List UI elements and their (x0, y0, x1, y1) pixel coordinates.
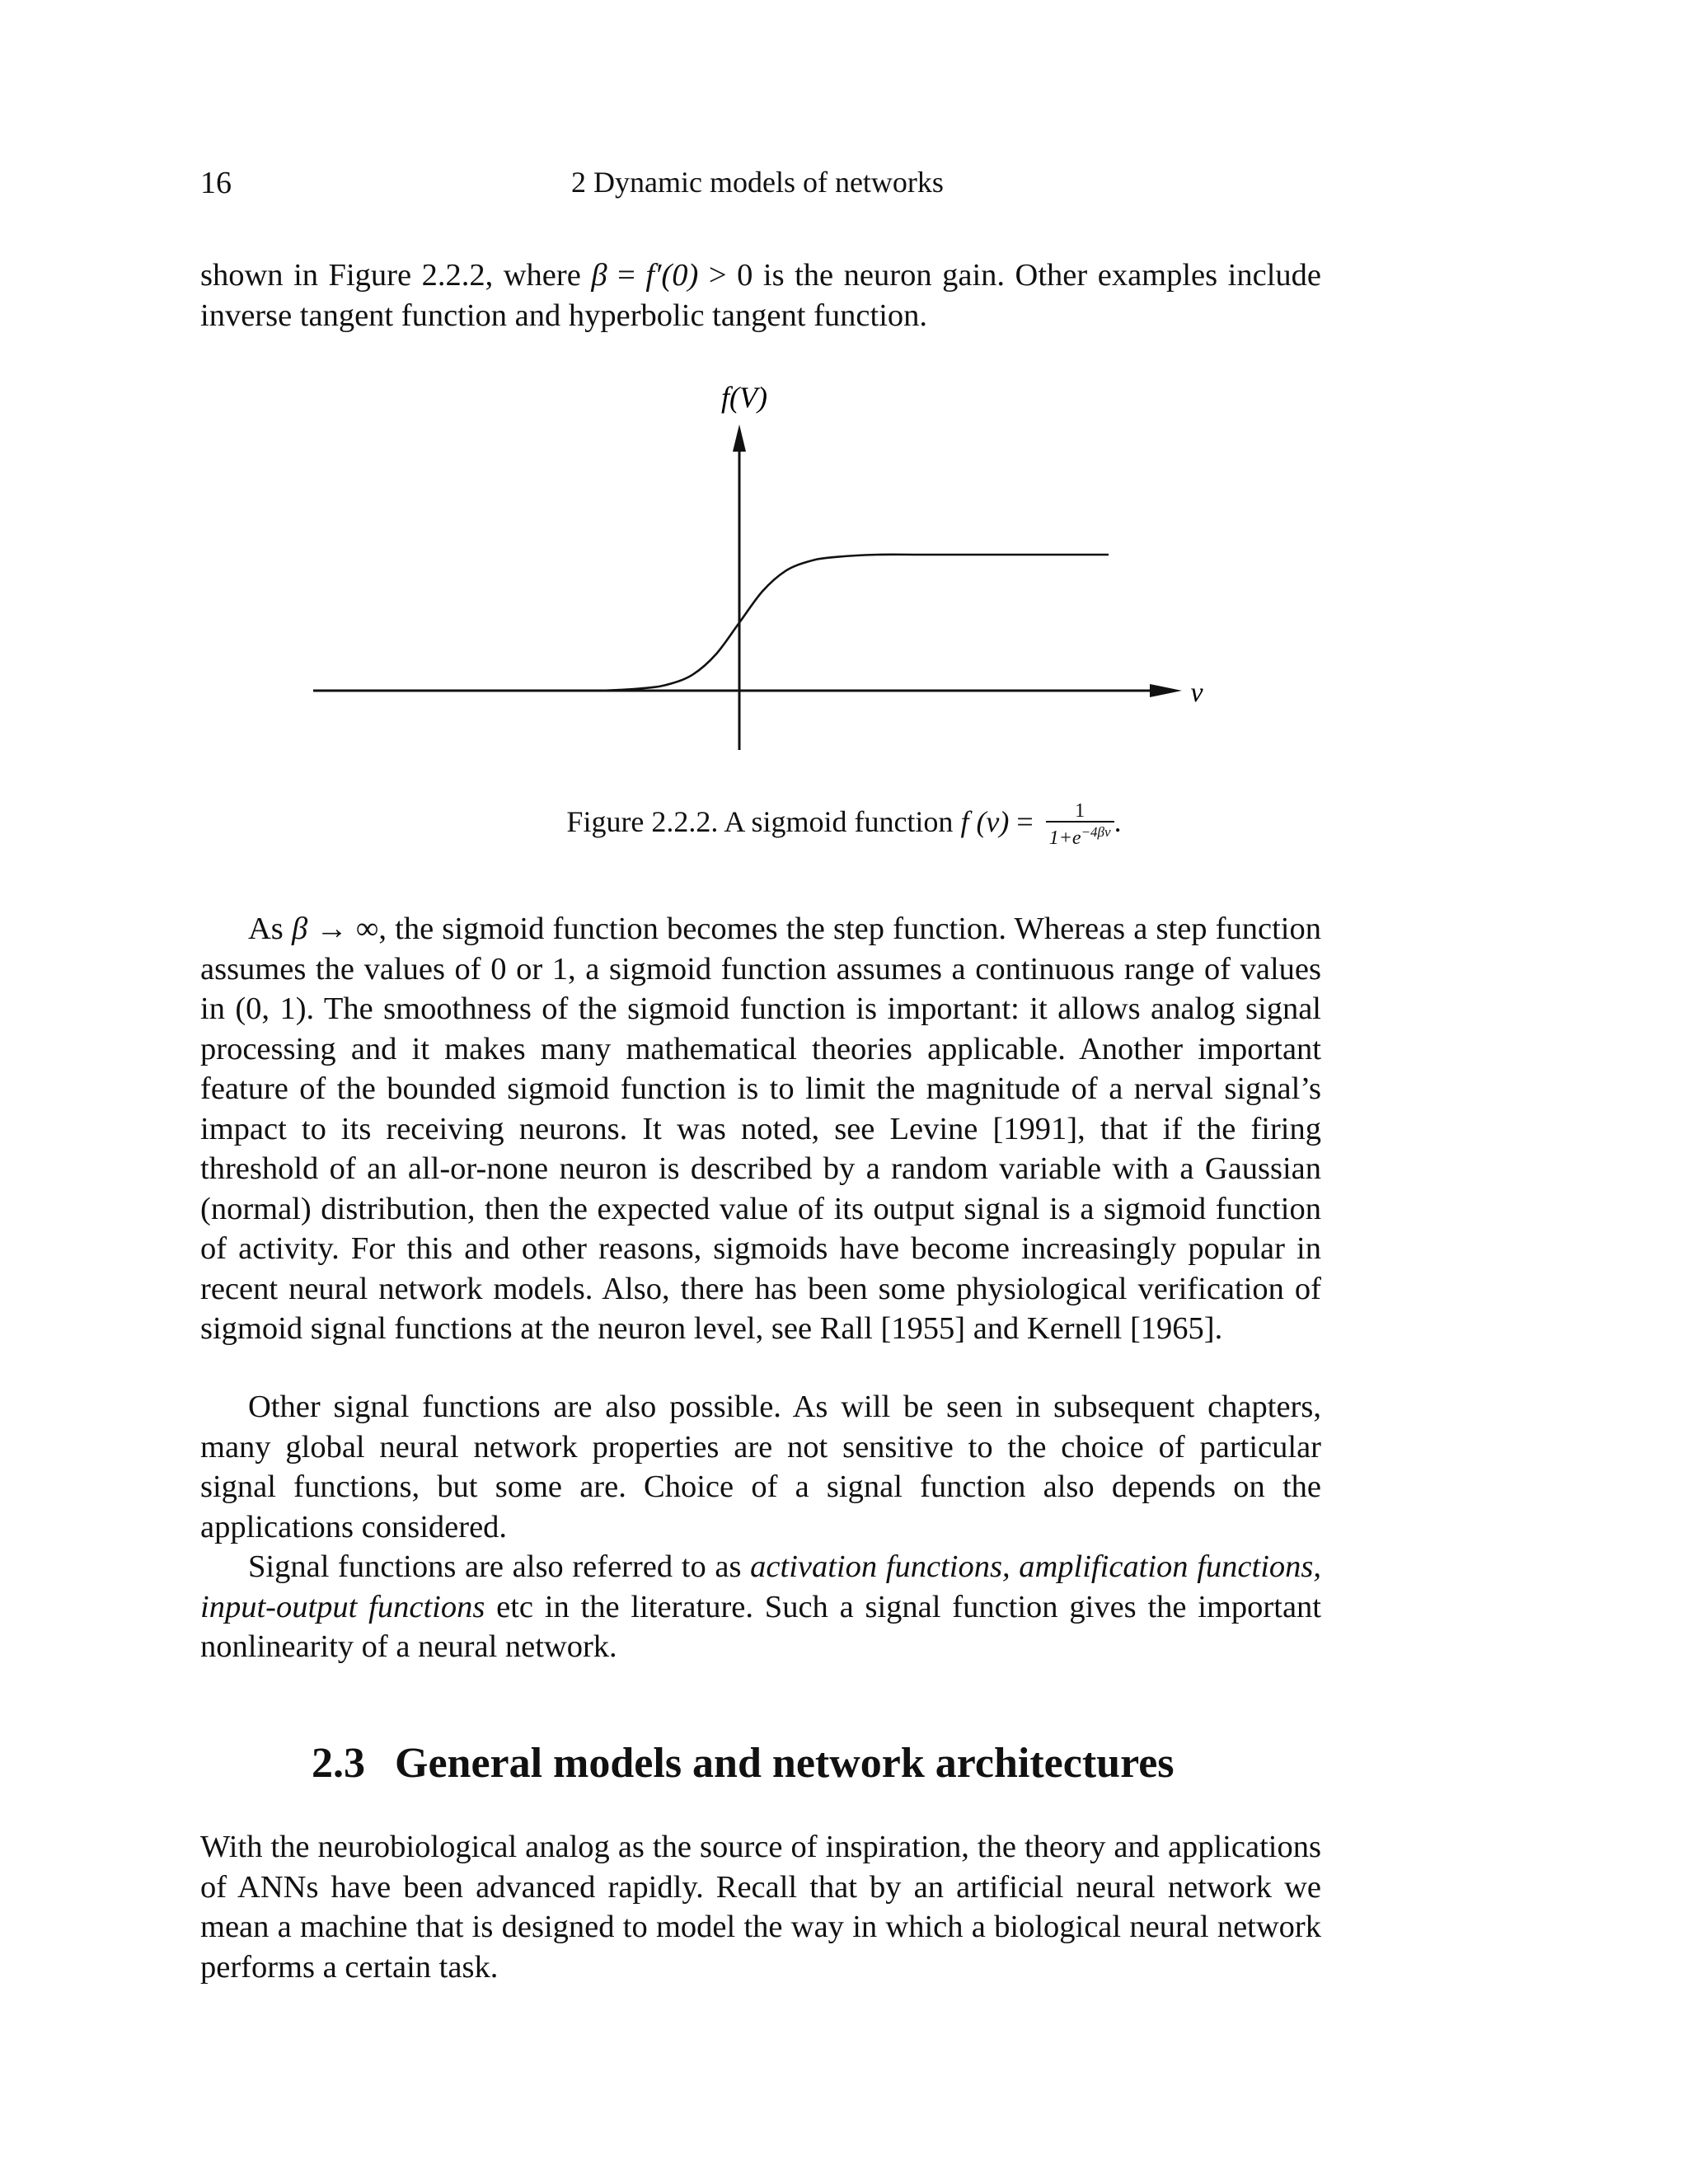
text-run: = (607, 258, 646, 293)
caption-period: . (1114, 804, 1122, 838)
italic-terms: activation functions, amplification functions, input-output functions (200, 1549, 1321, 1624)
text-run: Signal functions are also referred to as (248, 1549, 751, 1584)
beta-symbol: β (291, 912, 308, 946)
sigmoid-figure (0, 0, 1688, 824)
paragraph-other-functions: Other signal functions are also possible. As will be seen in subsequent chapters, many global neural network properties are not sensitive to the choice of particular signal functions, but some are. Choice of a signal function also depends on the applications considered. (200, 1390, 1321, 1544)
text-run: → ∞, the sigmoid function becomes the step function. Whereas a step function assumes the values of 0 or 1, a sigmoid function assumes a continuous range of values in (0, 1). The smoothness of the sigmoid function is important: it allows analog signal processing and it makes many mathematical theories applicable. Another important feature of the bounded sigmoid function is to limit the magnitude of a nerval signal’s impact to its receiving neurons. It was noted, see Levine [1991], that if the firing threshold of an all-or-none neuron is described by a random variable with a Gaussian (normal) distribution, then the expected value of its output signal is a sigmoid function of activity. For this and other reasons, sigmoids have become increasingly popular in recent neural network models. Also, there has been some physiological verification of sigmoid signal functions at the neuron level, see Rall [1955] and Kernell [1965]. (200, 912, 1321, 1346)
x-axis-arrowhead (1150, 684, 1182, 697)
fraction-denominator (1046, 823, 1114, 848)
paragraph-sigmoid (200, 909, 1321, 1349)
running-head: 2 Dynamic models of networks (571, 166, 944, 199)
section-title: General models and network architectures (395, 1740, 1175, 1787)
derivative-symbol: f′(0) (645, 258, 699, 293)
x-axis-label: v (1190, 677, 1203, 708)
text-run: > 0 is the neuron gain. Other examples include inverse tangent function and hyperbolic tangent function. (200, 258, 1321, 333)
denominator-exponent: −4βv (1081, 824, 1111, 840)
fraction-numerator: 1 (1046, 801, 1114, 823)
section-heading (312, 1739, 1175, 1788)
caption-fraction (1046, 801, 1114, 848)
caption-equals: = (1009, 804, 1041, 838)
paragraph-terminology (200, 1547, 1321, 1667)
text-run: As (248, 912, 292, 946)
beta-symbol: β (591, 258, 607, 293)
figure-caption (0, 801, 1688, 848)
caption-text: Figure 2.2.2. A sigmoid function (566, 804, 961, 838)
paragraph-section-intro: With the neurobiological analog as the source of inspiration, the theory and applications of ANNs have been advanced rapidly. Recall that by an artificial neural network we mean a machine that is designed to model the way in which a biological neural network performs a certain task. (200, 1830, 1321, 1985)
denominator-base: 1+e (1048, 827, 1081, 849)
text-run: etc in the literature. Such a signal function gives the important nonlinearity of a neural network. (200, 1589, 1321, 1664)
caption-function: f (v) (960, 804, 1010, 838)
section-number: 2.3 (312, 1740, 365, 1787)
text-run: shown in Figure 2.2.2, where (200, 258, 592, 293)
page-number: 16 (200, 166, 232, 200)
y-axis-label: f(V) (721, 381, 767, 414)
y-axis-arrowhead (733, 424, 746, 452)
